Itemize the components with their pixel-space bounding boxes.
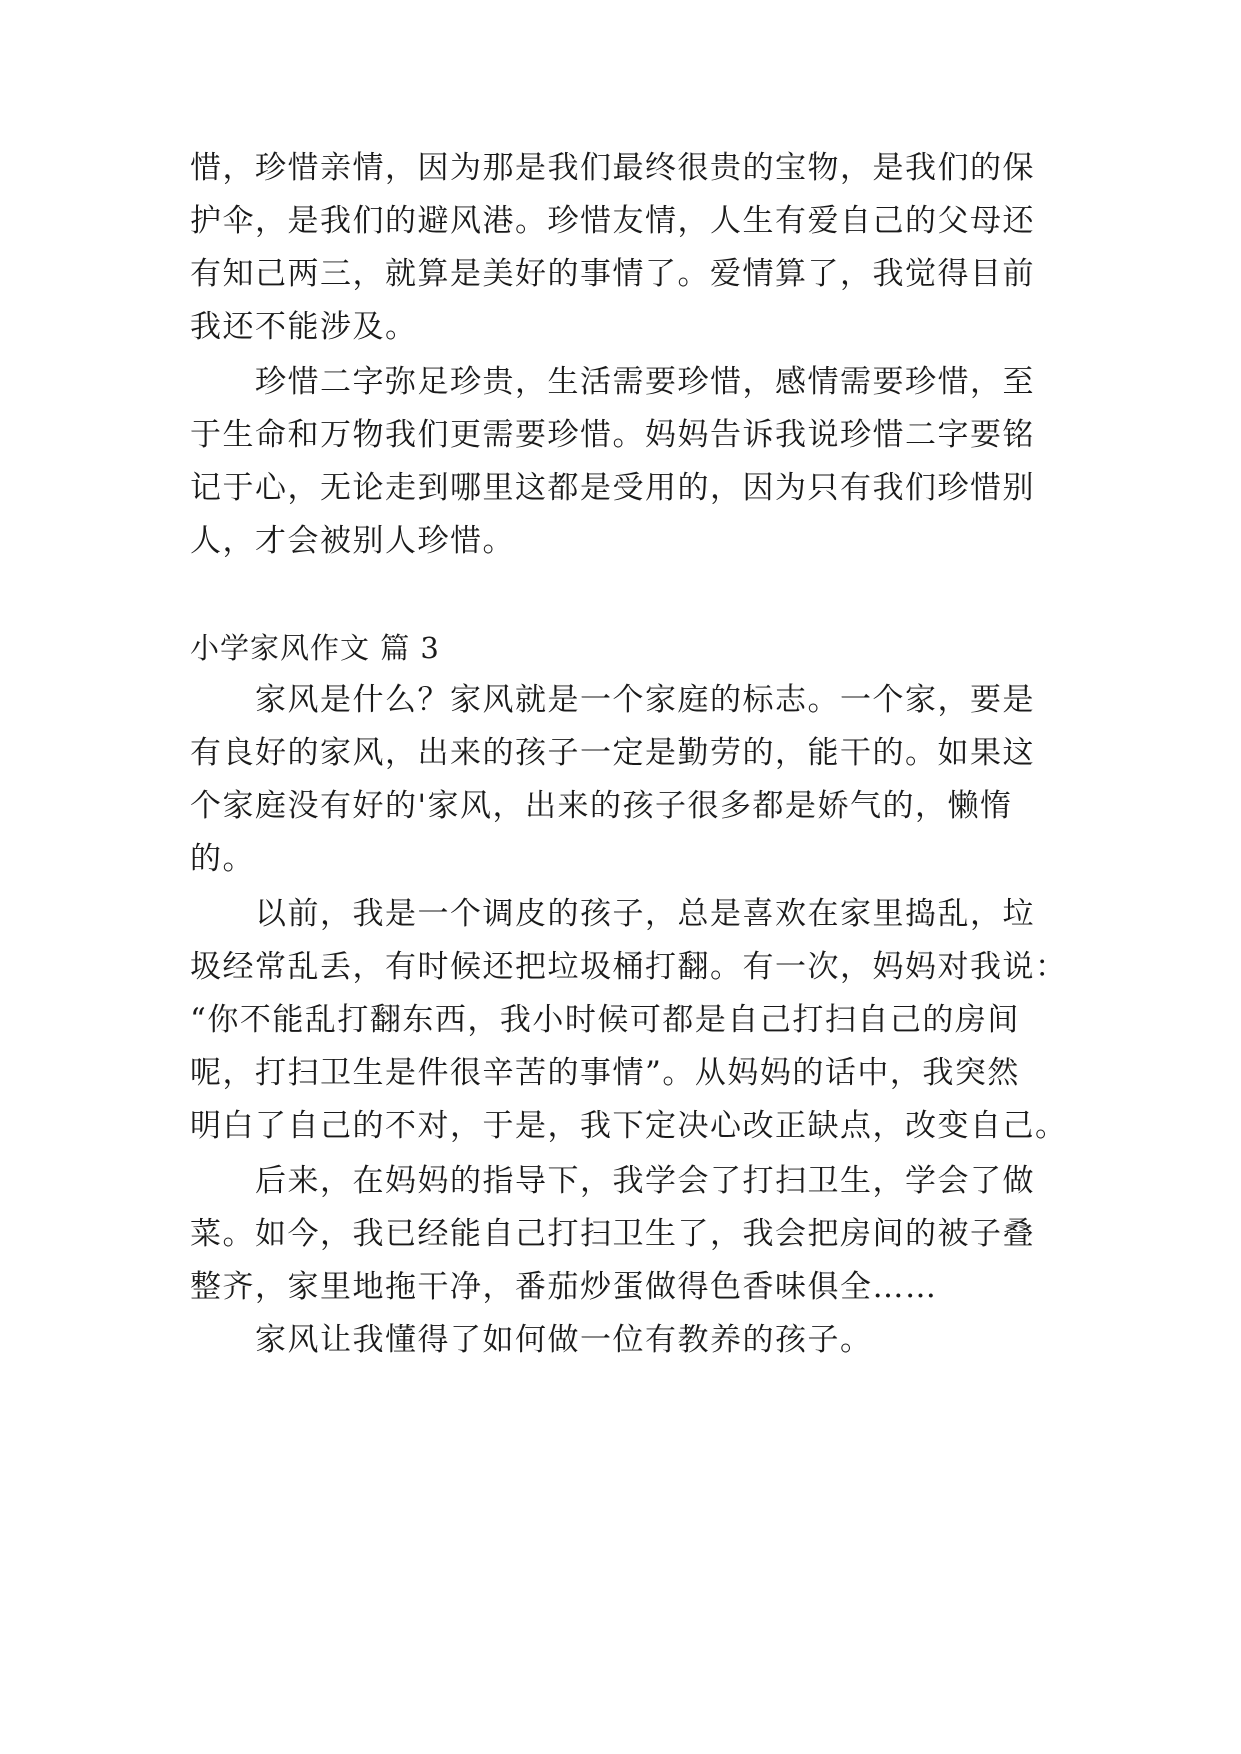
text-line: 珍惜二字弥足珍贵，生活需要珍惜，感情需要珍惜，至 [255,364,1035,400]
text-line: 整齐，家里地拖干净，番茄炒蛋做得色香味俱全…… [190,1269,938,1305]
text-line: 记于心，无论走到哪里这都是受用的，因为只有我们珍惜别 [190,470,1035,506]
text-line: 于生命和万物我们更需要珍惜。妈妈告诉我说珍惜二字要铭 [190,417,1035,453]
text-line: 明白了自己的不对，于是，我下定决心改正缺点，改变自己。 [190,1108,1068,1144]
text-line: 家风让我懂得了如何做一位有教养的孩子。 [255,1322,873,1358]
text-line: 个家庭没有好的'家风，出来的孩子很多都是娇气的，懒惰 [190,788,1013,824]
text-line: 呢，打扫卫生是件很辛苦的事情”。从妈妈的话中，我突然 [190,1055,1020,1091]
text-line: 惜，珍惜亲情，因为那是我们最终很贵的宝物，是我们的保 [190,150,1035,186]
text-line: 菜。如今，我已经能自己打扫卫生了，我会把房间的被子叠 [190,1216,1035,1252]
text-line: 有知己两三，就算是美好的事情了。爱情算了，我觉得目前 [190,256,1035,292]
text-line: 我还不能涉及。 [190,309,418,345]
text-line: 护伞，是我们的避风港。珍惜友情，人生有爱自己的父母还 [190,203,1035,239]
text-line: 人，才会被别人珍惜。 [190,523,515,559]
text-line: 圾经常乱丢，有时候还把垃圾桶打翻。有一次，妈妈对我说： [190,949,1068,985]
text-line: “你不能乱打翻东西，我小时候可都是自己打扫自己的房间 [190,1002,1020,1038]
section-heading: 小学家风作文 篇 3 [190,631,440,665]
text-line: 有良好的家风，出来的孩子一定是勤劳的，能干的。如果这 [190,735,1035,771]
text-line: 后来，在妈妈的指导下，我学会了打扫卫生，学会了做 [255,1163,1035,1199]
text-line: 以前，我是一个调皮的孩子，总是喜欢在家里捣乱，垃 [255,896,1035,932]
text-line: 的。 [190,841,255,877]
text-line: 家风是什么？家风就是一个家庭的标志。一个家，要是 [255,682,1035,718]
